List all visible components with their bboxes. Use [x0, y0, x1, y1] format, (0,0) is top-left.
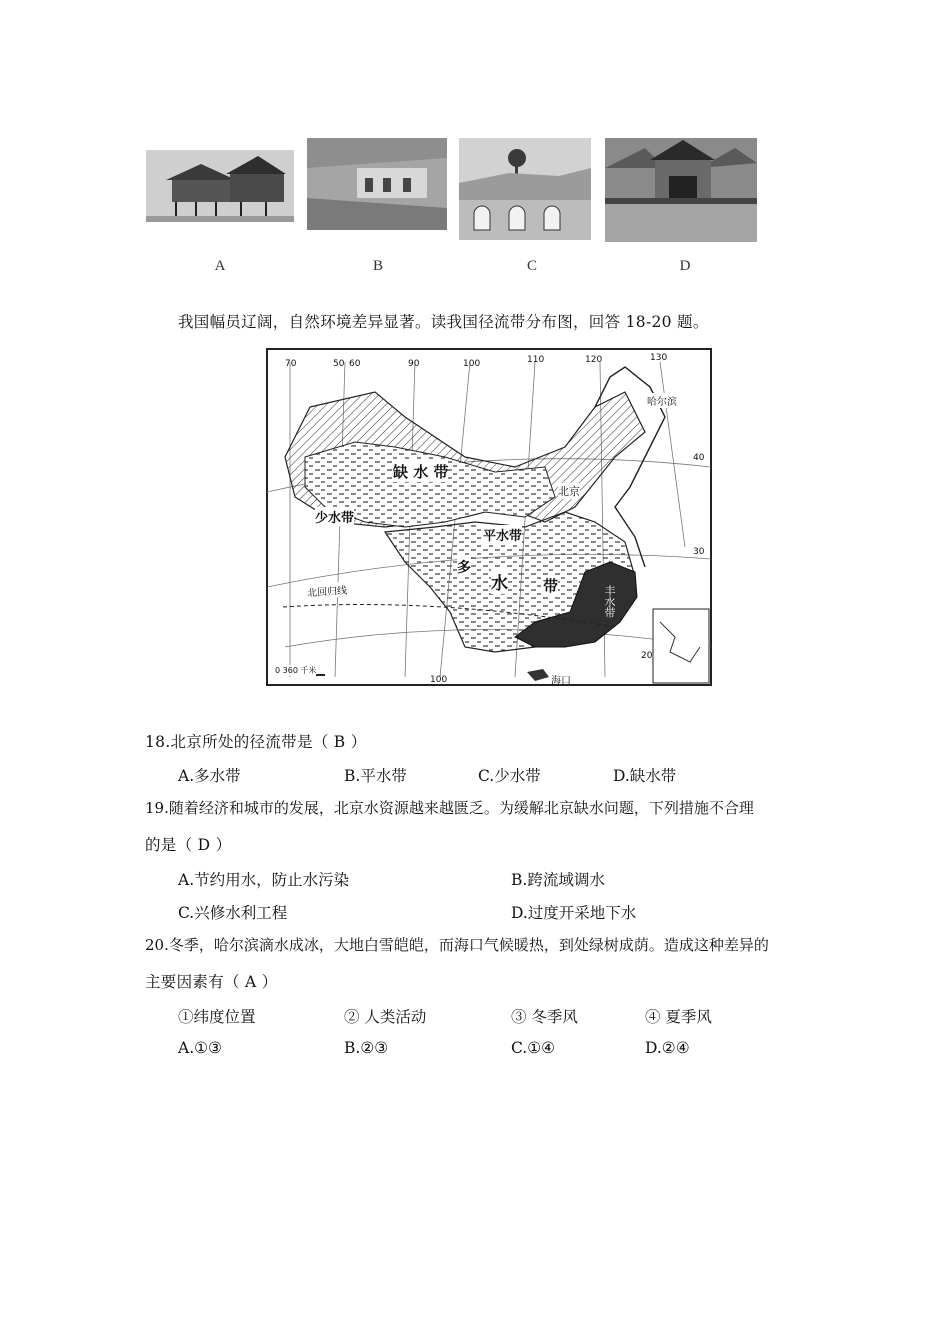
q20-factor-2: ② 人类活动 [344, 1008, 427, 1026]
question-19-stem-line1: 19.随着经济和城市的发展，北京水资源越来越匮乏。为缓解北京缺水问题，下列措施不合理 [145, 799, 754, 817]
runoff-zone-map [265, 347, 713, 687]
q19-option-c: C.兴修水利工程 [178, 904, 288, 922]
zone-label-less: 少水带 [315, 507, 354, 526]
tropic-label: 北回归线 [307, 582, 348, 600]
photo-label-a: A [214, 258, 226, 274]
q19-option-b: B.跨流域调水 [511, 871, 605, 889]
q20-option-c: C.①④ [511, 1039, 556, 1057]
lon-label-60: 60 [349, 359, 361, 369]
photo-label-c: C [526, 258, 537, 274]
zone-label-many-2: 水 [491, 569, 508, 594]
intro-paragraph: 我国幅员辽阔，自然环境差异显著。读我国径流带分布图，回答 18-20 题。 [178, 313, 709, 331]
q18-option-a: A.多水带 [178, 767, 241, 785]
lat-label-20: 20 [641, 651, 653, 661]
zone-label-lack: 缺 水 带 [393, 463, 449, 481]
q18-option-b: B.平水带 [344, 767, 407, 785]
q18-option-c: C.少水带 [478, 767, 541, 785]
zone-label-many-3: 带 [543, 577, 559, 595]
q20-option-b: B.②③ [344, 1039, 389, 1057]
q20-factor-3: ③ 冬季风 [511, 1008, 578, 1026]
zone-label-flat: 平水带 [483, 525, 522, 544]
lon-label-120: 120 [585, 355, 603, 365]
q20-option-a: A.①③ [178, 1039, 222, 1057]
q19-option-d: D.过度开采地下水 [511, 904, 637, 922]
question-18-stem: 18.北京所处的径流带是（ B ） [145, 733, 367, 751]
photo-label-b: B [372, 258, 383, 274]
q20-option-d: D.②④ [645, 1039, 690, 1057]
lon-label-90: 90 [408, 359, 420, 369]
photo-label-d: D [679, 258, 691, 274]
photo-a-stilt-house [146, 150, 294, 222]
photo-c-loess-cave [459, 138, 591, 240]
zone-label-rich: 丰水带 [603, 585, 616, 618]
lon-label-50: 50 [333, 359, 345, 369]
lon-label-100-top: 100 [463, 359, 481, 369]
lon-label-110: 110 [527, 355, 545, 365]
lat-label-40: 40 [693, 453, 705, 463]
question-20-stem-line1: 20.冬季，哈尔滨滴水成冰，大地白雪皑皑，而海口气候暖热，到处绿树成荫。造成这种差异的 [145, 936, 769, 954]
q19-option-a: A.节约用水，防止水污染 [178, 871, 350, 889]
q20-factor-4: ④ 夏季风 [645, 1008, 712, 1026]
question-20-stem-line2: 主要因素有（ A ） [145, 973, 278, 991]
photo-d-courtyard-gate [605, 138, 757, 242]
city-beijing: 北京 [558, 485, 580, 498]
city-harbin: 哈尔滨 [647, 393, 677, 408]
lon-label-130: 130 [650, 353, 668, 363]
q20-factor-1: ①纬度位置 [178, 1008, 256, 1026]
lat-label-30: 30 [693, 547, 705, 557]
photo-b-cave-dwelling [307, 138, 447, 230]
city-haikou: 海口 [551, 676, 571, 687]
lon-label-70: 70 [285, 359, 297, 369]
lon-label-100-bottom: 100 [430, 675, 448, 685]
zone-label-many-1: 多 [457, 557, 471, 577]
q18-option-d: D.缺水带 [613, 767, 677, 785]
question-19-stem-line2: 的是（ D ） [145, 836, 232, 854]
scale-bar-label: 0 360 千米 [275, 666, 317, 675]
